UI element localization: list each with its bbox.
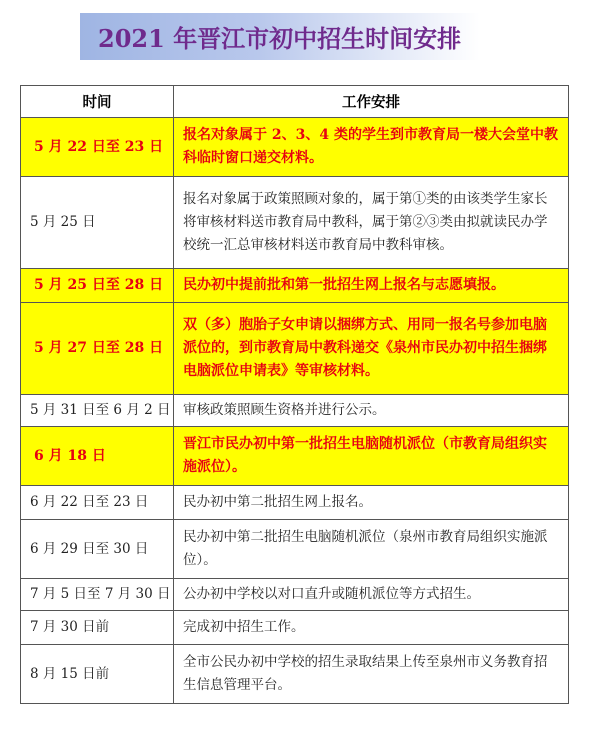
- table-row: [21, 269, 569, 303]
- table-header-row: [21, 86, 569, 118]
- row-time: 5 月 25 日至 28 日: [21, 269, 174, 303]
- row-task: 双（多）胞胎子女申请以捆绑方式、用同一报名号参加电脑派位的，到市教育局中教科递交《泉州市民办初中招生捆绑电脑派位申请表》等审核材料。: [174, 303, 569, 395]
- schedule-table: [20, 85, 569, 704]
- row-time: 6 月 29 日至 30 日: [21, 520, 174, 579]
- row-time: 6 月 18 日: [21, 427, 174, 486]
- row-task: 报名对象属于政策照顾对象的，属于第①类的由该类学生家长将审核材料送市教育局中教科，属于第②③类由拟就读民办学校统一汇总审核材料送市教育局中教科审核。: [174, 177, 569, 269]
- column-header-time: 时间: [21, 86, 174, 118]
- table-row: [21, 427, 569, 486]
- page-title: 2021 年晋江市初中招生时间安排: [98, 24, 462, 53]
- table-row: [21, 395, 569, 427]
- row-time: 5 月 31 日至 6 月 2 日: [21, 395, 174, 427]
- row-task: 审核政策照顾生资格并进行公示。: [174, 395, 569, 427]
- row-time: 7 月 30 日前: [21, 611, 174, 645]
- row-task: 报名对象属于 2、3、4 类的学生到市教育局一楼大会堂中教科临时窗口递交材料。: [174, 118, 569, 177]
- row-task: 晋江市民办初中第一批招生电脑随机派位（市教育局组织实施派位）。: [174, 427, 569, 486]
- row-task: 公办初中学校以对口直升或随机派位等方式招生。: [174, 579, 569, 611]
- row-time: 7 月 5 日至 7 月 30 日: [21, 579, 174, 611]
- table-row: [21, 645, 569, 704]
- table-row: [21, 611, 569, 645]
- table-row: [21, 486, 569, 520]
- table-row: [21, 303, 569, 395]
- row-time: 5 月 22 日至 23 日: [21, 118, 174, 177]
- table-row: [21, 177, 569, 269]
- row-time: 6 月 22 日至 23 日: [21, 486, 174, 520]
- row-task: 民办初中第二批招生网上报名。: [174, 486, 569, 520]
- row-task: 民办初中第二批招生电脑随机派位（泉州市教育局组织实施派位）。: [174, 520, 569, 579]
- row-time: 5 月 27 日至 28 日: [21, 303, 174, 395]
- table-row: [21, 520, 569, 579]
- table-row: [21, 579, 569, 611]
- row-time: 5 月 25 日: [21, 177, 174, 269]
- row-task: 民办初中提前批和第一批招生网上报名与志愿填报。: [174, 269, 569, 303]
- row-task: 全市公民办初中学校的招生录取结果上传至泉州市义务教育招生信息管理平台。: [174, 645, 569, 704]
- column-header-task: 工作安排: [174, 86, 569, 118]
- table-row: [21, 118, 569, 177]
- row-time: 8 月 15 日前: [21, 645, 174, 704]
- row-task: 完成初中招生工作。: [174, 611, 569, 645]
